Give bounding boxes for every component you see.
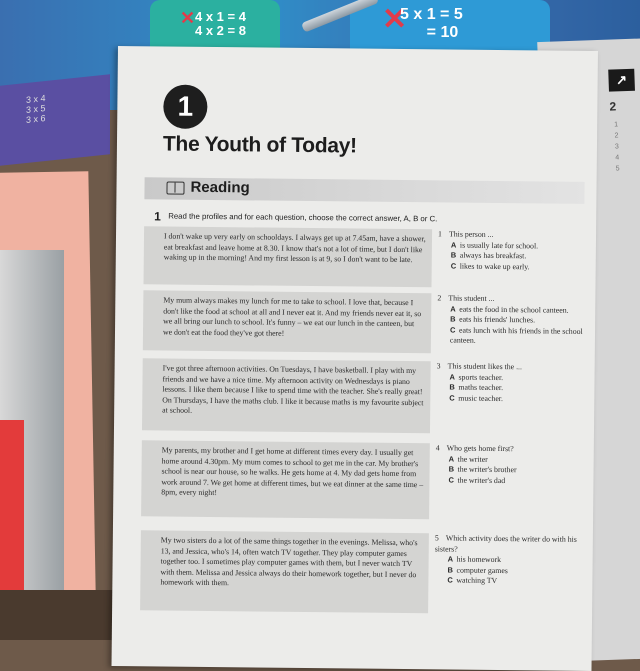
unit-title: The Youth of Today! [162,132,357,158]
answer-option[interactable] [437,325,597,348]
option-text: eats the food in the school canteen. [459,304,569,315]
poster-tile [0,74,110,166]
question-stem: This person ... [449,229,494,239]
option-text: computer games [456,565,508,575]
option-letter: A [450,304,456,314]
option-letter: A [447,554,454,564]
poster-times-icon: ✕ [382,3,408,36]
option-letter: A [449,372,456,382]
profile-text-box: My two sisters do a lot of the same things together in the evenings. Melissa, who's 13, and Jessica, who's 14, often watch TV together. They play computer games together too. I sometimes play computer games with them, but I never watch TV with them. Melissa and Jessica always do their homework together, but I never do homework with them. [140,530,429,613]
option-letter: C [447,575,453,585]
option-text: his homework [456,554,502,565]
option-text: watching TV [456,575,498,586]
question-number: 2 [437,293,442,303]
option-letter: C [449,393,455,403]
option-letter: C [448,475,454,485]
question-stem: Who gets home first? [446,443,514,454]
poster-times-icon: ✕ [180,8,196,28]
option-text: maths teacher. [458,382,504,393]
option-letter: B [448,464,455,474]
option-letter: C [449,325,456,335]
profile-text-box: My mum always makes my lunch for me to take to school. I love that, because I don't like the food at school at all and I never eat it. And my friends never eat it, so we all bring our lunch to school. It's funny – we eat our lunch in the canteen, but we don't eat the food they've got there! [143,290,432,353]
poster-sum: 4 x 1 = 4 4 x 2 = 8 [195,9,246,38]
answer-option[interactable] [438,261,598,273]
option-text: is usually late for school. [459,240,539,251]
next-page-exercise-number: 2 [609,99,617,114]
question [435,443,595,487]
answer-option[interactable] [434,576,594,588]
option-letter: A [450,240,457,250]
option-text: eats his friends' lunches. [459,314,536,325]
question [438,229,598,273]
poster-sum: 5 x 1 = 5 = 10 [400,6,463,41]
option-letter: C [450,261,457,271]
question-stem: Which activity does the writer do with his sisters? [434,533,577,554]
section-header [144,177,584,204]
option-text: eats lunch with his friends in the school canteen. [449,325,583,346]
option-text: sports teacher. [458,372,504,382]
poster-tile-text: 3 x 4 3 x 5 3 x 6 [26,92,46,126]
question-number: 5 [434,533,439,543]
exercise-instruction: Read the profiles and for each question, choose the correct answer, A, B or C. [168,211,438,224]
workbook-page [112,46,598,671]
question-stem: This student likes the ... [447,361,522,372]
section-title: Reading [190,178,250,197]
option-text: the writer's brother [457,464,517,475]
profile-text-box: I don't wake up very early on schooldays. I always get up at 7.45am, have a shower, eat breakfast and leave home at 8.30. I know that's not a lot of time, but I don't like waking up in the morning! And my first lesson is at 9, so I don't want to be late. [144,226,433,287]
question-stem: This student ... [448,293,495,303]
unit-number-badge: 1 [163,84,207,128]
question [436,361,596,405]
profile-text-box: I've got three afternoon activities. On Tuesdays, I have basketball. I play with my friends and we have a nice time. My afternoon activity on Wednesdays is piano lessons. I like them because I like to spend time with the teacher. She's really great! On Thursdays, I have the maths club. I like it because maths is my favourite subject at school. [142,358,431,433]
option-text: always has breakfast. [459,250,527,261]
option-letter: B [450,314,456,324]
exercise-number: 1 [154,209,161,224]
option-letter: B [447,565,454,575]
question-number: 1 [438,229,443,239]
answer-option[interactable] [436,393,596,405]
question [434,533,595,588]
book-icon [166,182,184,195]
option-letter: B [449,382,455,392]
option-text: the writer's dad [457,475,506,485]
answer-option[interactable] [435,475,595,487]
question-number: 3 [436,361,441,371]
question-number: 4 [435,443,440,453]
next-page-lines: 1 2 3 4 5 [614,121,620,173]
publisher-logo-icon: ↗ [608,69,635,92]
question [437,293,598,348]
profile-text-box: My parents, my brother and I get home at different times every day. I usually get home around 4.30pm. My mum comes to school to get me in the car. My brother's school is near our house, so he walks. He gets home at 4. My dad gets home from work around 7. We get home at different times, but we eat dinner at the same time – 8pm, every night! [141,440,430,519]
option-letter: A [448,454,455,464]
option-letter: B [450,250,457,260]
option-text: music teacher. [458,393,503,403]
option-text: likes to wake up early. [459,261,530,272]
option-text: the writer [457,454,488,464]
